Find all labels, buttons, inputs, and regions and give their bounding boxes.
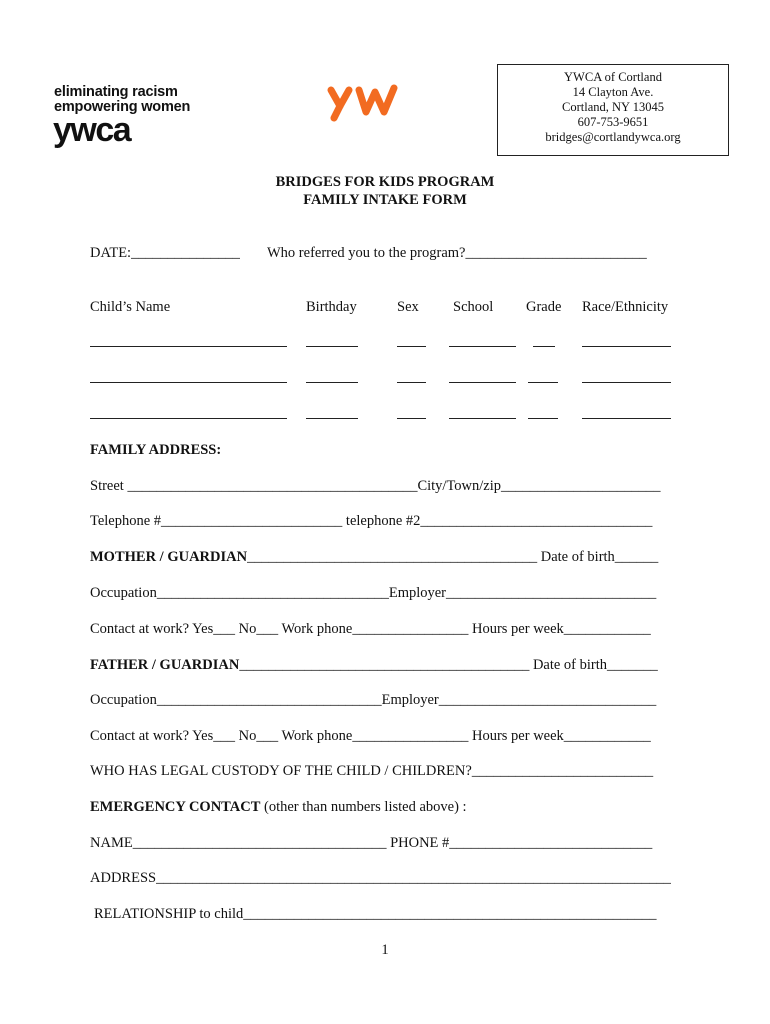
org-email: bridges@cortlandywca.org xyxy=(545,130,681,144)
org-name: YWCA of Cortland xyxy=(564,70,662,84)
sex-blank[interactable] xyxy=(397,346,426,347)
mother-guardian-label: MOTHER / GUARDIAN xyxy=(90,549,248,565)
page-number: 1 xyxy=(381,942,389,958)
org-phone: 607-753-9651 xyxy=(577,115,649,129)
address-box xyxy=(497,64,729,156)
mother-occupation-field[interactable]: Occupation________________________________Employer_____________________________ xyxy=(90,585,657,601)
grade-blank[interactable] xyxy=(533,346,555,347)
birthday-blank[interactable] xyxy=(306,382,358,383)
form-title-line-2: FAMILY INTAKE FORM xyxy=(303,192,467,208)
father-guardian-row[interactable] xyxy=(90,656,658,674)
emergency-contact-heading xyxy=(90,798,467,816)
sex-blank[interactable] xyxy=(397,418,426,419)
school-blank[interactable] xyxy=(449,418,516,419)
form-title-line-1: BRIDGES FOR KIDS PROGRAM xyxy=(275,174,495,190)
legal-custody-field[interactable]: WHO HAS LEGAL CUSTODY OF THE CHILD / CHILDREN?_________________________ xyxy=(90,763,654,779)
father-guardian-label: FATHER / GUARDIAN xyxy=(90,657,240,673)
col-grade: Grade xyxy=(526,299,562,315)
grade-blank[interactable] xyxy=(528,382,558,383)
col-school: School xyxy=(453,299,494,315)
child-name-blank[interactable] xyxy=(90,346,287,347)
school-blank[interactable] xyxy=(449,346,516,347)
date-field[interactable]: DATE:_______________ xyxy=(90,245,240,261)
referred-by-field[interactable]: Who referred you to the program?_________________________ xyxy=(267,245,647,261)
logo-line-2: empowering women xyxy=(54,99,191,115)
family-address-heading: FAMILY ADDRESS: xyxy=(90,442,222,458)
father-guardian-blank[interactable]: ________________________________________ Date of birth_______ xyxy=(239,657,658,673)
ywca-logo xyxy=(38,68,206,160)
emergency-relationship-field[interactable]: RELATIONSHIP to child_________________________________________________________ xyxy=(94,906,657,922)
org-city: Cortland, NY 13045 xyxy=(562,100,664,114)
col-race-ethnicity: Race/Ethnicity xyxy=(582,299,669,315)
father-contact-field[interactable]: Contact at work? Yes___ No___ Work phone________________ Hours per week____________ xyxy=(90,728,651,744)
mother-contact-field[interactable]: Contact at work? Yes___ No___ Work phone________________ Hours per week____________ xyxy=(90,621,651,637)
emergency-address-field[interactable]: ADDRESS_______________________________________________________________________ xyxy=(90,870,671,886)
emergency-contact-label: EMERGENCY CONTACT xyxy=(90,799,261,815)
street-field[interactable]: Street ________________________________________City/Town/zip______________________ xyxy=(90,478,661,494)
birthday-blank[interactable] xyxy=(306,346,358,347)
grade-blank[interactable] xyxy=(528,418,558,419)
emergency-name-phone-field[interactable]: NAME___________________________________ PHONE #____________________________ xyxy=(90,835,653,851)
father-occupation-field[interactable]: Occupation_______________________________Employer______________________________ xyxy=(90,692,657,708)
col-birthday: Birthday xyxy=(306,299,357,315)
org-street: 14 Clayton Ave. xyxy=(572,85,654,99)
sex-blank[interactable] xyxy=(397,382,426,383)
telephone-field[interactable]: Telephone #_________________________ telephone #2________________________________ xyxy=(90,513,653,529)
race-blank[interactable] xyxy=(582,382,671,383)
school-blank[interactable] xyxy=(449,382,516,383)
race-blank[interactable] xyxy=(582,346,671,347)
col-child-name: Child’s Name xyxy=(90,299,171,315)
birthday-blank[interactable] xyxy=(306,418,358,419)
child-name-blank[interactable] xyxy=(90,382,287,383)
logo-ywca-wordmark: ywca xyxy=(53,111,131,149)
emergency-contact-note: (other than numbers listed above) : xyxy=(260,799,467,815)
mother-guardian-blank[interactable]: ________________________________________ Date of birth______ xyxy=(247,549,659,565)
race-blank[interactable] xyxy=(582,418,671,419)
col-sex: Sex xyxy=(397,299,419,315)
mother-guardian-row[interactable] xyxy=(90,548,658,566)
yw-logo xyxy=(326,84,406,122)
logo-line-1: eliminating racism xyxy=(54,84,178,100)
child-name-blank[interactable] xyxy=(90,418,287,419)
